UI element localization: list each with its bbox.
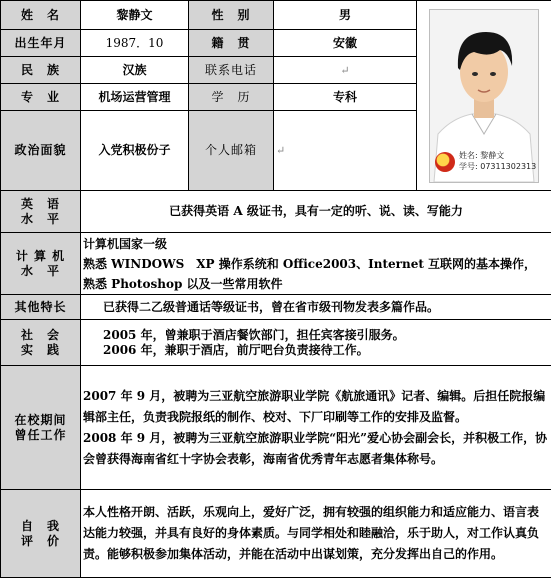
social-line: 2006 年，兼职于酒店，前厅吧台负责接待工作。 xyxy=(103,343,549,358)
value-ethnic: 汉族 xyxy=(81,57,189,84)
label-native: 籍 贯 xyxy=(189,30,274,57)
label-social-line1: 社 会 xyxy=(3,328,78,343)
computer-line: 计算机国家一级 xyxy=(83,234,549,254)
self-evaluation: 本人性格开朗、活跃，乐观向上，爱好广泛，拥有较强的组织能力和适应能力、语言表达能力较强，并具有良好的身体素质。与同学相处和睦融洽，乐于助人，对工作认真负责。能够积极参加集体活动，并能在活动中出谋划策，充分发挥出自己的作用。 xyxy=(81,490,551,578)
photo-caption xyxy=(435,149,539,175)
label-english-line2: 水 平 xyxy=(3,212,78,227)
social-line: 2005 年，曾兼职于酒店餐饮部门，担任宾客接引服务。 xyxy=(103,328,549,343)
label-english-line1: 英 语 xyxy=(3,197,78,212)
campus-paragraph: 2007 年 9 月，被聘为三亚航空旅游职业学院《航旅通讯》记者、编辑。后担任院报编辑部主任，负责我院报纸的制作、校对、下厂印刷等工作的安排及监督。 xyxy=(83,386,549,428)
value-name: 黎静文 xyxy=(81,1,189,30)
value-edu: 专科 xyxy=(274,84,417,111)
skills-text: 已获得二乙级普通话等级证书，曾在省市级刊物发表多篇作品。 xyxy=(81,295,551,320)
computer-level xyxy=(81,233,551,295)
value-birth: 1987．10 xyxy=(81,30,189,57)
photo-caption-id: 学号: 07311302313 xyxy=(459,162,536,172)
label-computer-line2: 水 平 xyxy=(3,264,78,279)
label-campus-line2: 曾任工作 xyxy=(3,428,78,443)
label-self-line1: 自 我 xyxy=(3,519,78,534)
value-major: 机场运营管理 xyxy=(81,84,189,111)
label-ethnic: 民 族 xyxy=(1,57,81,84)
value-gender: 男 xyxy=(274,1,417,30)
label-social xyxy=(1,320,81,366)
label-computer xyxy=(1,233,81,295)
label-major: 专 业 xyxy=(1,84,81,111)
campus-paragraph: 2008 年 9 月，被聘为三亚航空旅游职业学院“阳光”爱心协会副会长，并积极工作，协会曾获得海南省红十字协会表彰，海南省优秀青年志愿者集体称号。 xyxy=(83,428,549,470)
label-english xyxy=(1,191,81,233)
photo-cell xyxy=(417,1,551,191)
label-computer-line1: 计 算 机 xyxy=(3,249,78,264)
label-self-eval xyxy=(1,490,81,578)
english-level: 已获得英语 A 级证书，具有一定的听、说、读、写能力 xyxy=(81,191,551,233)
value-email xyxy=(274,111,417,191)
campus-work xyxy=(81,366,551,490)
value-native: 安徽 xyxy=(274,30,417,57)
label-skills: 其他特长 xyxy=(1,295,81,320)
school-logo-icon xyxy=(435,152,455,172)
label-social-line2: 实 践 xyxy=(3,343,78,358)
value-phone xyxy=(274,57,417,84)
label-campus-line1: 在校期间 xyxy=(3,413,78,428)
label-edu: 学 历 xyxy=(189,84,274,111)
photo-caption-name: 姓名: 黎静文 xyxy=(459,151,504,161)
label-campus xyxy=(1,366,81,490)
computer-line: 熟悉 WINDOWS XP 操作系统和 Office2003、Internet 互联网的基本操作， xyxy=(83,254,549,274)
label-name: 姓 名 xyxy=(1,1,81,30)
return-mark: ↵ xyxy=(340,64,349,77)
label-phone: 联系电话 xyxy=(189,57,274,84)
label-political: 政治面貌 xyxy=(1,111,81,191)
value-political: 入党积极份子 xyxy=(81,111,189,191)
computer-line: 熟悉 Photoshop 以及一些常用软件 xyxy=(83,274,549,294)
profile-photo xyxy=(429,9,539,183)
label-email: 个人邮箱 xyxy=(189,111,274,191)
return-mark: ↵ xyxy=(276,144,285,157)
social-practice xyxy=(81,320,551,366)
label-self-line2: 评 价 xyxy=(3,534,78,549)
label-gender: 性 别 xyxy=(189,1,274,30)
label-birth: 出生年月 xyxy=(1,30,81,57)
